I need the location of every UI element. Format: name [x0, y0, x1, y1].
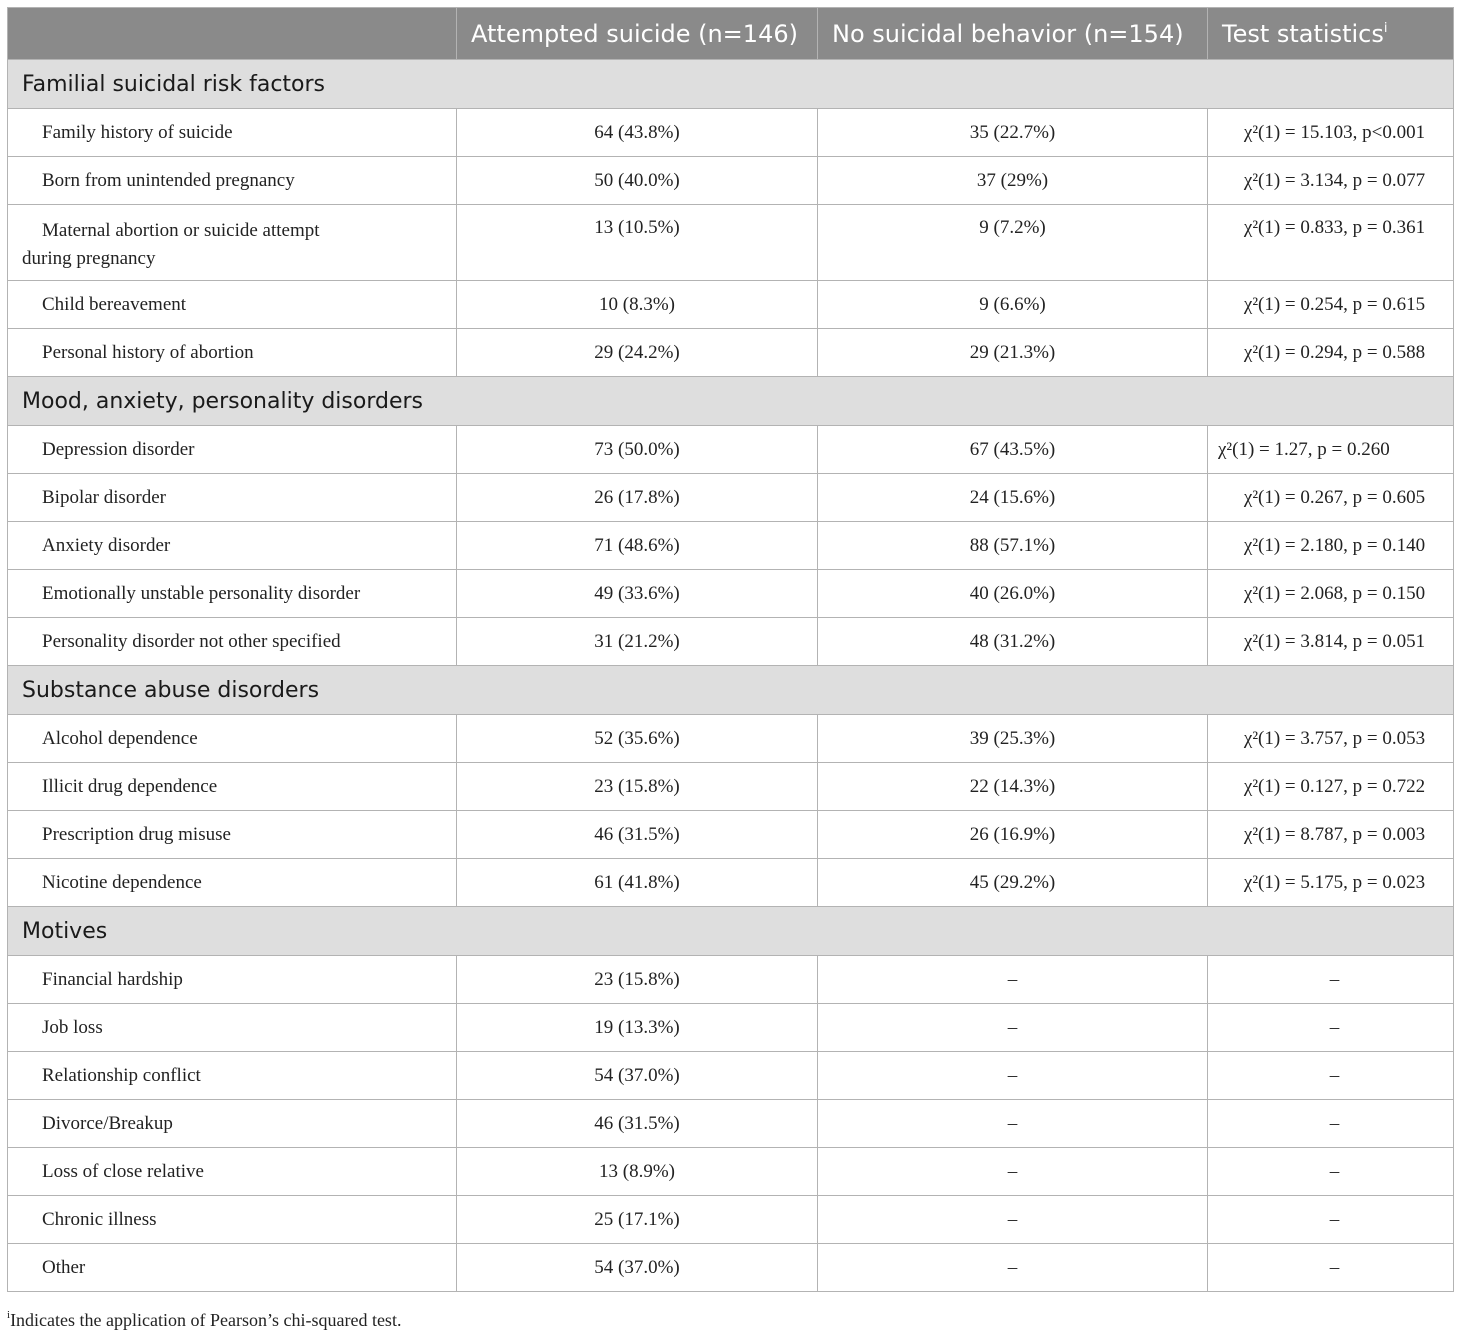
no-suicidal-behavior-value: 88 (57.1%)	[818, 522, 1208, 570]
section-title: Mood, anxiety, personality disorders	[8, 377, 1454, 426]
section-header-row	[8, 60, 1454, 109]
row-label: Born from unintended pregnancy	[42, 169, 295, 191]
results-table-container	[7, 7, 1453, 1292]
attempted-suicide-value: 23 (15.8%)	[457, 956, 818, 1004]
attempted-suicide-value: 23 (15.8%)	[457, 763, 818, 811]
no-suicidal-behavior-value: 22 (14.3%)	[818, 763, 1208, 811]
no-suicidal-behavior-value: –	[818, 1052, 1208, 1100]
attempted-suicide-value: 49 (33.6%)	[457, 570, 818, 618]
row-label-cell	[8, 570, 457, 618]
no-suicidal-behavior-value: 48 (31.2%)	[818, 618, 1208, 666]
attempted-suicide-value: 10 (8.3%)	[457, 281, 818, 329]
header-attempted-suicide: Attempted suicide (n=146)	[457, 8, 818, 60]
row-label: Child bereavement	[42, 293, 187, 315]
test-statistic-value: χ²(1) = 2.068, p = 0.150	[1208, 570, 1454, 618]
table-row	[8, 1004, 1454, 1052]
no-suicidal-behavior-value: 40 (26.0%)	[818, 570, 1208, 618]
no-suicidal-behavior-value: 37 (29%)	[818, 157, 1208, 205]
section-header-row	[8, 377, 1454, 426]
row-label: Loss of close relative	[42, 1160, 204, 1182]
test-statistic-value: χ²(1) = 3.134, p = 0.077	[1208, 157, 1454, 205]
no-suicidal-behavior-value: –	[818, 956, 1208, 1004]
row-label-cell	[8, 281, 457, 329]
no-suicidal-behavior-value: –	[818, 1100, 1208, 1148]
section-header-row	[8, 666, 1454, 715]
table-row	[8, 109, 1454, 157]
row-label-continued: during pregnancy	[22, 248, 156, 269]
table-row	[8, 763, 1454, 811]
row-label-cell	[8, 1004, 457, 1052]
attempted-suicide-value-text: 13 (10.5%)	[594, 217, 680, 238]
row-label-cell	[8, 715, 457, 763]
no-suicidal-behavior-value: 24 (15.6%)	[818, 474, 1208, 522]
no-suicidal-behavior-value-text: 9 (7.2%)	[979, 217, 1046, 238]
attempted-suicide-value: 46 (31.5%)	[457, 811, 818, 859]
row-label-cell	[8, 811, 457, 859]
table-row	[8, 956, 1454, 1004]
no-suicidal-behavior-value: –	[818, 1196, 1208, 1244]
section-title: Substance abuse disorders	[8, 666, 1454, 715]
header-footnote-marker: i	[1383, 20, 1388, 36]
table-header-row	[8, 8, 1454, 60]
attempted-suicide-value: 19 (13.3%)	[457, 1004, 818, 1052]
row-label-cell	[8, 522, 457, 570]
attempted-suicide-value: 31 (21.2%)	[457, 618, 818, 666]
test-statistic-text: χ²(1) = 0.833, p = 0.361	[1243, 217, 1426, 238]
header-test-statistics-label: Test statistics	[1222, 19, 1384, 48]
table-row	[8, 157, 1454, 205]
test-statistic-value: –	[1208, 1148, 1454, 1196]
row-label: Bipolar disorder	[42, 486, 167, 508]
table-row	[8, 1148, 1454, 1196]
test-statistic-value	[1208, 205, 1454, 281]
results-table	[7, 7, 1454, 1292]
section-title: Familial suicidal risk factors	[8, 60, 1454, 109]
header-test-statistics	[1208, 8, 1454, 60]
no-suicidal-behavior-value	[818, 205, 1208, 281]
header-variable	[8, 8, 457, 60]
attempted-suicide-value: 61 (41.8%)	[457, 859, 818, 907]
test-statistic-value: –	[1208, 956, 1454, 1004]
test-statistic-value: χ²(1) = 0.294, p = 0.588	[1208, 329, 1454, 377]
attempted-suicide-value: 25 (17.1%)	[457, 1196, 818, 1244]
table-row	[8, 811, 1454, 859]
attempted-suicide-value: 71 (48.6%)	[457, 522, 818, 570]
attempted-suicide-value: 46 (31.5%)	[457, 1100, 818, 1148]
row-label-cell	[8, 618, 457, 666]
test-statistic-value: χ²(1) = 0.127, p = 0.722	[1208, 763, 1454, 811]
row-label-cell	[8, 205, 457, 281]
row-label-cell	[8, 1196, 457, 1244]
row-label: Other	[42, 1256, 86, 1278]
no-suicidal-behavior-value: 35 (22.7%)	[818, 109, 1208, 157]
row-label-cell	[8, 426, 457, 474]
attempted-suicide-value: 64 (43.8%)	[457, 109, 818, 157]
row-label-cell	[8, 157, 457, 205]
test-statistic-value: –	[1208, 1196, 1454, 1244]
table-row	[8, 426, 1454, 474]
no-suicidal-behavior-value: 9 (6.6%)	[818, 281, 1208, 329]
row-label: Emotionally unstable personality disorder	[42, 582, 361, 604]
test-statistic-value: χ²(1) = 1.27, p = 0.260	[1208, 426, 1454, 474]
attempted-suicide-value: 29 (24.2%)	[457, 329, 818, 377]
table-row	[8, 281, 1454, 329]
table-row	[8, 205, 1454, 281]
table-footnote	[7, 1309, 401, 1331]
table-row	[8, 1196, 1454, 1244]
attempted-suicide-value: 13 (8.9%)	[457, 1148, 818, 1196]
test-statistic-value: χ²(1) = 3.814, p = 0.051	[1208, 618, 1454, 666]
no-suicidal-behavior-value: 26 (16.9%)	[818, 811, 1208, 859]
row-label-cell	[8, 859, 457, 907]
no-suicidal-behavior-value: 39 (25.3%)	[818, 715, 1208, 763]
no-suicidal-behavior-value: 29 (21.3%)	[818, 329, 1208, 377]
row-label: Alcohol dependence	[42, 727, 198, 749]
test-statistic-value: χ²(1) = 5.175, p = 0.023	[1208, 859, 1454, 907]
test-statistic-value: χ²(1) = 0.267, p = 0.605	[1208, 474, 1454, 522]
row-label-cell	[8, 1100, 457, 1148]
no-suicidal-behavior-value: –	[818, 1244, 1208, 1292]
row-label: Personal history of abortion	[42, 341, 254, 363]
row-label: Illicit drug dependence	[42, 775, 218, 797]
no-suicidal-behavior-value: 45 (29.2%)	[818, 859, 1208, 907]
test-statistic-value: χ²(1) = 3.757, p = 0.053	[1208, 715, 1454, 763]
row-label: Family history of suicide	[42, 121, 233, 143]
no-suicidal-behavior-value: –	[818, 1004, 1208, 1052]
table-row	[8, 1244, 1454, 1292]
table-row	[8, 715, 1454, 763]
attempted-suicide-value	[457, 205, 818, 281]
no-suicidal-behavior-value: 67 (43.5%)	[818, 426, 1208, 474]
footnote-marker: i	[7, 1309, 11, 1321]
table-row	[8, 522, 1454, 570]
attempted-suicide-value: 54 (37.0%)	[457, 1244, 818, 1292]
attempted-suicide-value: 73 (50.0%)	[457, 426, 818, 474]
row-label-cell	[8, 763, 457, 811]
row-label-cell	[8, 956, 457, 1004]
row-label-cell	[8, 109, 457, 157]
attempted-suicide-value: 50 (40.0%)	[457, 157, 818, 205]
table-row	[8, 1100, 1454, 1148]
row-label-cell	[8, 1052, 457, 1100]
test-statistic-value: χ²(1) = 2.180, p = 0.140	[1208, 522, 1454, 570]
footnote-text: Indicates the application of Pearson’s chi-squared test.	[10, 1310, 402, 1330]
header-no-suicidal-behavior: No suicidal behavior (n=154)	[818, 8, 1208, 60]
row-label: Job loss	[42, 1016, 103, 1038]
row-label: Divorce/Breakup	[42, 1112, 173, 1134]
test-statistic-value: –	[1208, 1004, 1454, 1052]
row-label-cell	[8, 329, 457, 377]
row-label: Nicotine dependence	[42, 871, 202, 893]
attempted-suicide-value: 52 (35.6%)	[457, 715, 818, 763]
row-label: Relationship conflict	[42, 1064, 201, 1086]
section-title: Motives	[8, 907, 1454, 956]
row-label: Financial hardship	[42, 968, 183, 990]
row-label: Anxiety disorder	[42, 534, 171, 556]
test-statistic-value: χ²(1) = 0.254, p = 0.615	[1208, 281, 1454, 329]
table-row	[8, 474, 1454, 522]
test-statistic-value: χ²(1) = 15.103, p<0.001	[1208, 109, 1454, 157]
row-label: Prescription drug misuse	[42, 823, 231, 845]
test-statistic-value: –	[1208, 1244, 1454, 1292]
row-label: Personality disorder not other specified	[42, 630, 341, 652]
attempted-suicide-value: 54 (37.0%)	[457, 1052, 818, 1100]
row-label: Chronic illness	[42, 1208, 157, 1230]
row-label-cell	[8, 1148, 457, 1196]
test-statistic-value: –	[1208, 1052, 1454, 1100]
table-row	[8, 1052, 1454, 1100]
no-suicidal-behavior-value: –	[818, 1148, 1208, 1196]
row-label-cell	[8, 474, 457, 522]
section-header-row	[8, 907, 1454, 956]
table-row	[8, 570, 1454, 618]
test-statistic-value: χ²(1) = 8.787, p = 0.003	[1208, 811, 1454, 859]
table-row	[8, 859, 1454, 907]
test-statistic-value: –	[1208, 1100, 1454, 1148]
table-body	[8, 60, 1454, 1292]
attempted-suicide-value: 26 (17.8%)	[457, 474, 818, 522]
row-label: Maternal abortion or suicide attempt	[42, 220, 320, 241]
table-row	[8, 618, 1454, 666]
row-label: Depression disorder	[42, 438, 195, 460]
row-label-cell	[8, 1244, 457, 1292]
table-row	[8, 329, 1454, 377]
